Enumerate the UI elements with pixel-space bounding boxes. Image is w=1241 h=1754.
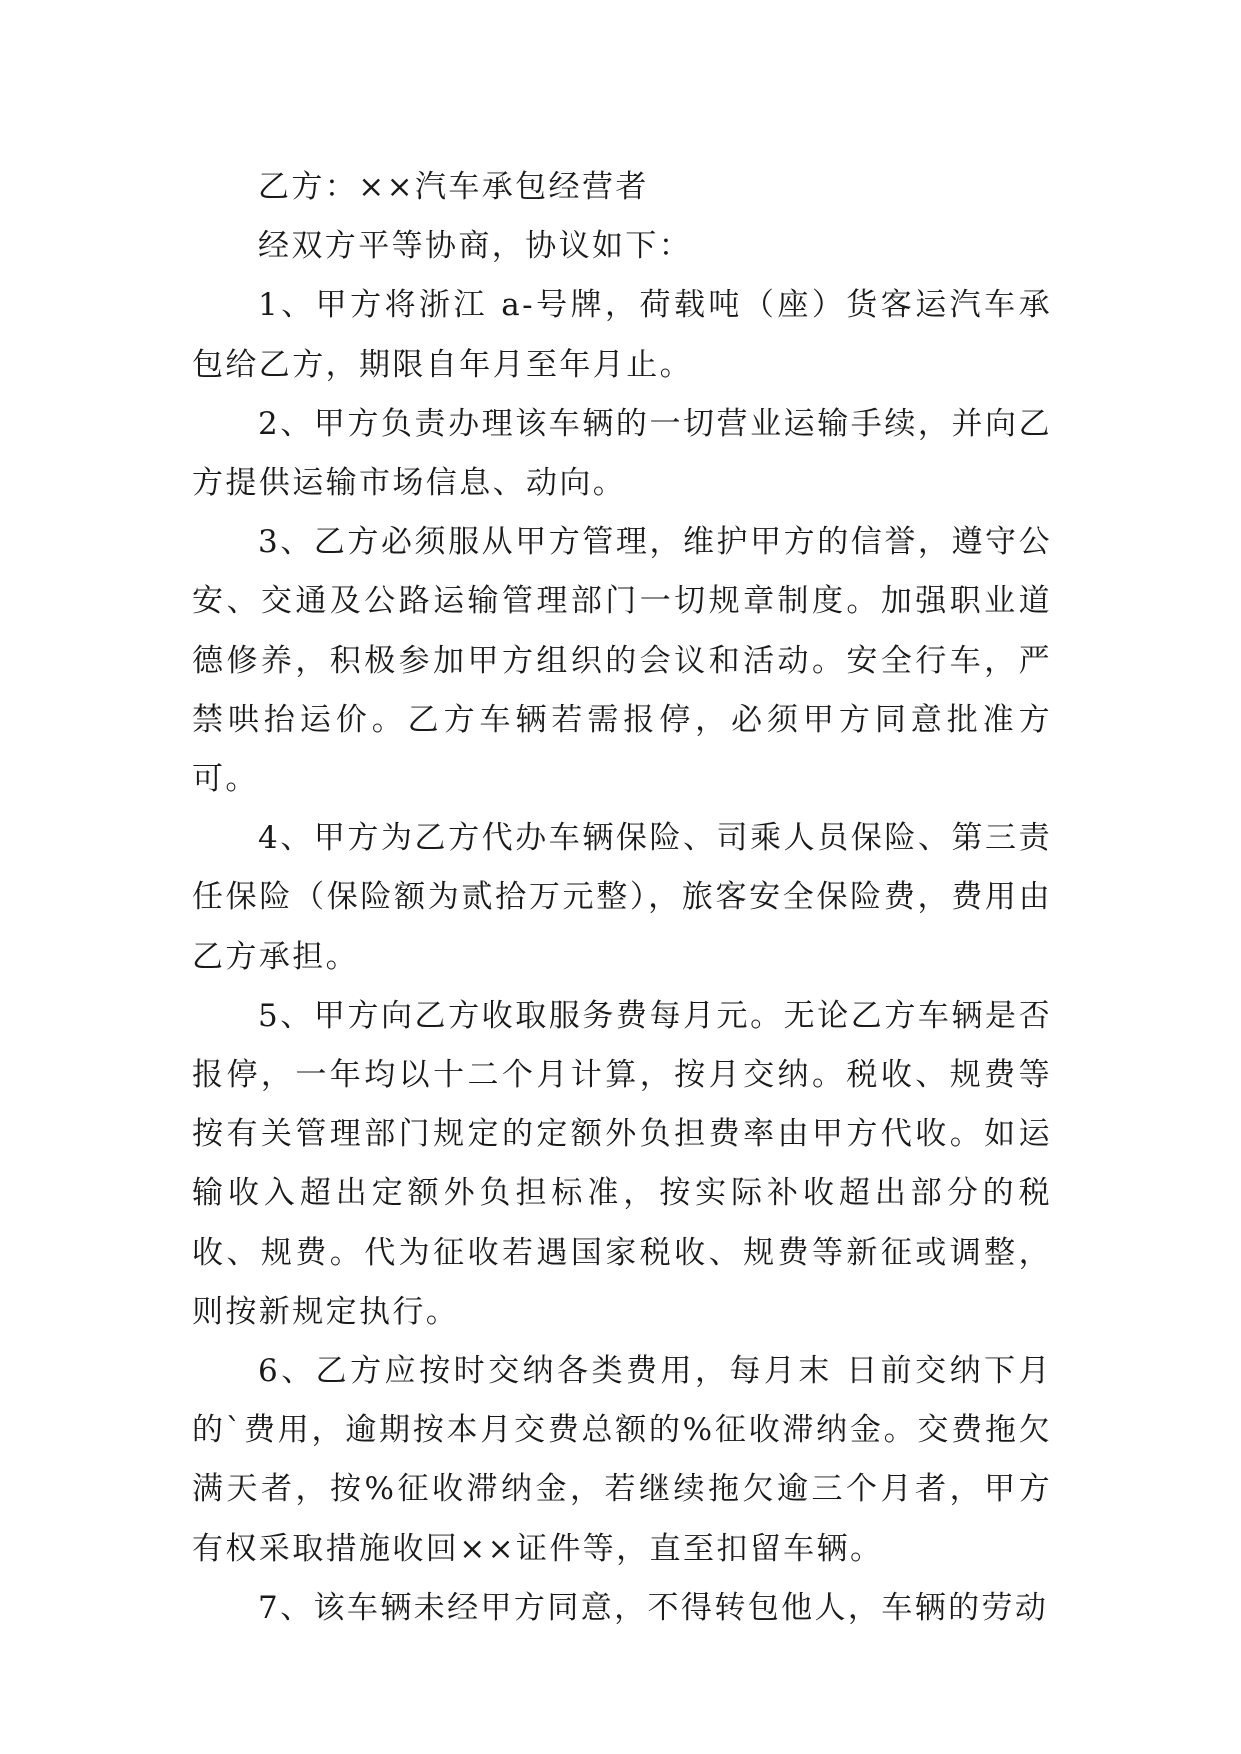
clause-4: 4、甲方为乙方代办车辆保险、司乘人员保险、第三责任保险（保险额为贰拾万元整），旅客安全保险费，费用由乙方承担。: [192, 820, 1052, 975]
clause-3: 3、乙方必须服从甲方管理，维护甲方的信誉，遵守公安、交通及公路运输管理部门一切规章制度。加强职业道德修养，积极参加甲方组织的会议和活动。安全行车，严禁哄抬运价。乙方车辆若需报停，必须甲方同意批准方可。: [192, 524, 1052, 798]
party-b-line: 乙方：××汽车承包经营者: [258, 169, 649, 205]
clause-5: 5、甲方向乙方收取服务费每月元。无论乙方车辆是否报停，一年均以十二个月计算，按月交纳。税收、规费等按有关管理部门规定的定额外负担费率由甲方代收。如运输收入超出定额外负担标准，按实际补收超出部分的税收、规费。代为征收若遇国家税收、规费等新征或调整，则按新规定执行。: [192, 997, 1052, 1330]
clause-2: 2、甲方负责办理该车辆的一切营业运输手续，并向乙方提供运输市场信息、动向。: [192, 405, 1052, 502]
clause-6: 6、乙方应按时交纳各类费用，每月末 日前交纳下月的`费用，逾期按本月交费总额的%征收滞纳金。交费拖欠满天者，按%征收滞纳金，若继续拖欠逾三个月者，甲方有权采取措施收回××证件等，直至扣留车辆。: [192, 1353, 1052, 1567]
agreement-intro: 经双方平等协商，协议如下：: [258, 228, 693, 265]
clause-1: 1、甲方将浙江 a-号牌，荷载吨（座）货客运汽车承包给乙方，期限自年月至年月止。: [192, 287, 1052, 383]
document-body: [192, 158, 1052, 1638]
clause-7: 7、该车辆未经甲方同意，不得转包他人，车辆的劳动: [258, 1589, 1049, 1626]
